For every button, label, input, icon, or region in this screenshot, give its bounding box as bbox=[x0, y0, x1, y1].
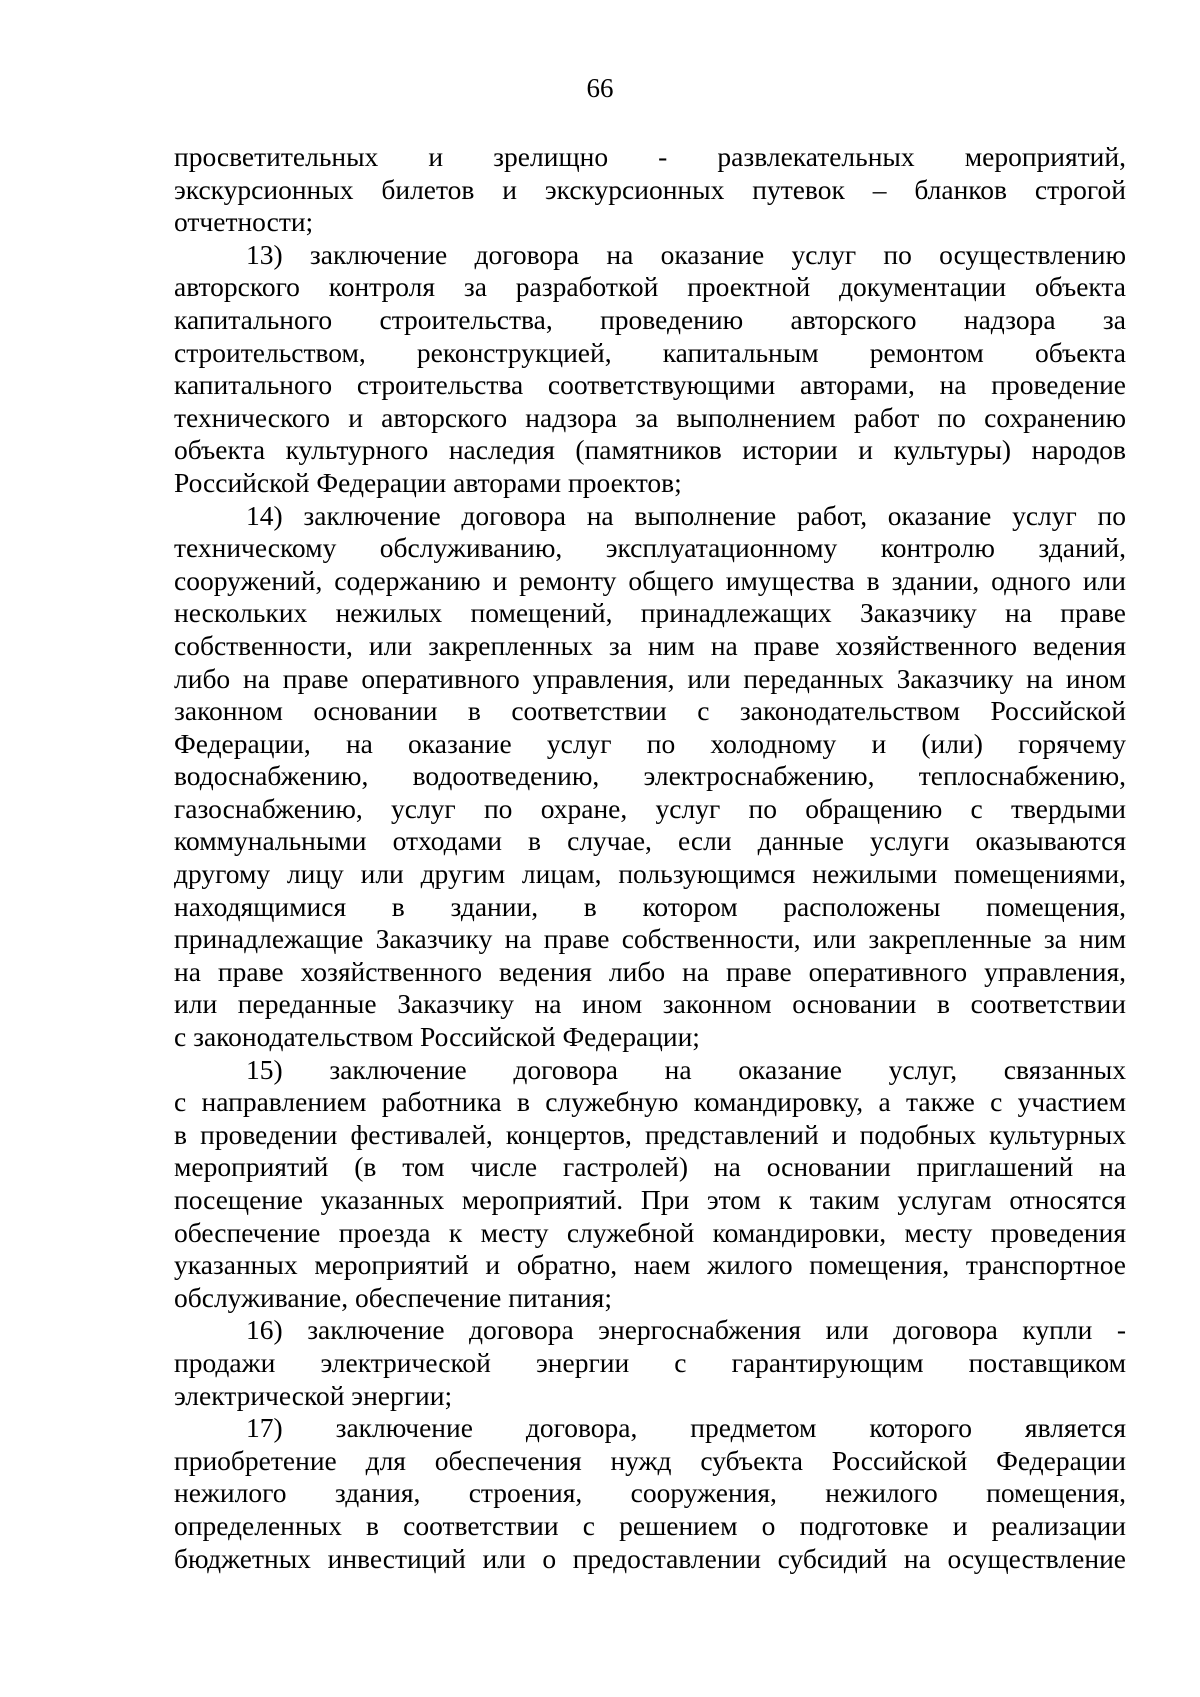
text-line: определенных в соответствии с решением о подготовке и реализации bbox=[174, 1509, 1126, 1541]
text-line: в проведении фестивалей, концертов, представлений и подобных культурных bbox=[174, 1118, 1126, 1150]
text-line: капитального строительства соответствующими авторами, на проведение bbox=[174, 369, 1126, 401]
text-line: водоснабжению, водоотведению, электроснабжению, теплоснабжению, bbox=[174, 760, 1126, 792]
text-line: объекта культурного наследия (памятников истории и культуры) народов bbox=[174, 434, 1126, 466]
text-line: нежилого здания, строения, сооружения, нежилого помещения, bbox=[174, 1477, 1126, 1509]
text-line: принадлежащие Заказчику на праве собственности, или закрепленные за ним bbox=[174, 923, 1126, 955]
text-line: обеспечение проезда к месту служебной командировки, месту проведения bbox=[174, 1216, 1126, 1248]
text-line: техническому обслуживанию, эксплуатационному контролю зданий, bbox=[174, 532, 1126, 564]
text-line: на праве хозяйственного ведения либо на праве оперативного управления, bbox=[174, 955, 1126, 987]
text-line: сооружений, содержанию и ремонту общего имущества в здании, одного или bbox=[174, 564, 1126, 596]
text-line: 15) заключение договора на оказание услуг, связанных bbox=[246, 1053, 1126, 1085]
text-line: собственности, или закрепленных за ним на праве хозяйственного ведения bbox=[174, 629, 1126, 661]
text-line: указанных мероприятий и обратно, наем жилого помещения, транспортное bbox=[174, 1249, 1126, 1281]
page-number: 66 bbox=[586, 73, 614, 103]
text-line: находящимися в здании, в котором расположены помещения, bbox=[174, 890, 1126, 922]
text-line: отчетности; bbox=[174, 206, 314, 238]
text-line: мероприятий (в том числе гастролей) на основании приглашений на bbox=[174, 1151, 1126, 1183]
text-line: строительством, реконструкцией, капитальным ремонтом объекта bbox=[174, 336, 1126, 368]
text-line: 17) заключение договора, предметом которого является bbox=[246, 1412, 1126, 1444]
text-line: капитального строительства, проведению авторского надзора за bbox=[174, 303, 1126, 335]
document-body bbox=[174, 141, 1126, 1575]
text-line: экскурсионных билетов и экскурсионных путевок – бланков строгой bbox=[174, 173, 1126, 205]
text-line: бюджетных инвестиций или о предоставлении субсидий на осуществление bbox=[174, 1542, 1126, 1574]
text-line: законном основании в соответствии с законодательством Российской bbox=[174, 695, 1126, 727]
text-line: с направлением работника в служебную командировку, а также с участием bbox=[174, 1086, 1126, 1118]
text-line: нескольких нежилых помещений, принадлежащих Заказчику на праве bbox=[174, 597, 1126, 629]
text-line: 16) заключение договора энергоснабжения или договора купли - bbox=[246, 1314, 1126, 1346]
text-line: с законодательством Российской Федерации; bbox=[174, 1021, 700, 1053]
text-line: обслуживание, обеспечение питания; bbox=[174, 1281, 612, 1313]
text-line: авторского контроля за разработкой проектной документации объекта bbox=[174, 271, 1126, 303]
text-line: электрической энергии; bbox=[174, 1379, 453, 1411]
text-line: 14) заключение договора на выполнение работ, оказание услуг по bbox=[246, 499, 1126, 531]
text-line: Федерации, на оказание услуг по холодному и (или) горячему bbox=[174, 727, 1126, 759]
text-line: коммунальными отходами в случае, если данные услуги оказываются bbox=[174, 825, 1126, 857]
text-line: посещение указанных мероприятий. При этом к таким услугам относятся bbox=[174, 1184, 1126, 1215]
text-line: газоснабжению, услуг по охране, услуг по обращению с твердыми bbox=[174, 792, 1126, 824]
text-line: технического и авторского надзора за выполнением работ по сохранению bbox=[174, 401, 1126, 433]
text-line: продажи электрической энергии с гарантирующим поставщиком bbox=[174, 1346, 1126, 1378]
text-line: приобретение для обеспечения нужд субъекта Российской Федерации bbox=[174, 1444, 1126, 1476]
text-line: просветительных и зрелищно - развлекательных мероприятий, bbox=[174, 141, 1126, 172]
text-line: 13) заключение договора на оказание услуг по осуществлению bbox=[246, 238, 1126, 270]
text-line: или переданные Заказчику на ином законном основании в соответствии bbox=[174, 988, 1126, 1020]
text-line: другому лицу или другим лицам, пользующимся нежилыми помещениями, bbox=[174, 858, 1126, 890]
text-line: Российской Федерации авторами проектов; bbox=[174, 466, 682, 498]
text-line: либо на праве оперативного управления, или переданных Заказчику на ином bbox=[174, 662, 1126, 694]
